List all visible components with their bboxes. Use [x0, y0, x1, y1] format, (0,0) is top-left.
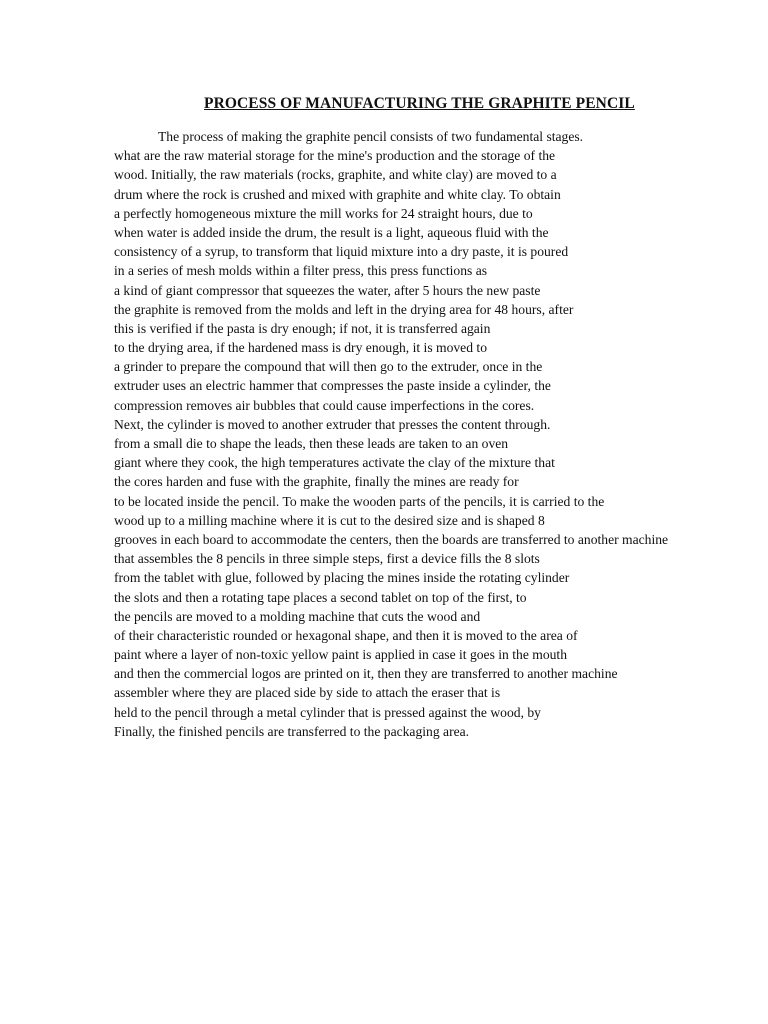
body-line: this is verified if the pasta is dry enough; if not, it is transferred again: [114, 320, 491, 336]
body-line: compression removes air bubbles that could cause imperfections in the cores.: [114, 397, 535, 413]
body-line: and then the commercial logos are printed on it, then they are transferred to another machine: [114, 666, 618, 682]
body-line: when water is added inside the drum, the result is a light, aqueous fluid with the: [114, 224, 549, 240]
body-line: to the drying area, if the hardened mass is dry enough, it is moved to: [114, 340, 487, 356]
body-line: extruder uses an electric hammer that compresses the paste inside a cylinder, the: [114, 378, 551, 394]
body-line: the pencils are moved to a molding machine that cuts the wood and: [114, 608, 481, 624]
body-line: in a series of mesh molds within a filter press, this press functions as: [114, 263, 488, 279]
body-line: The process of making the graphite pencil consists of two fundamental stages.: [158, 129, 584, 144]
body-line: held to the pencil through a metal cylinder that is pressed against the wood, by: [114, 704, 541, 720]
body-line: the slots and then a rotating tape places a second tablet on top of the first, to: [114, 589, 527, 605]
body-line: consistency of a syrup, to transform that liquid mixture into a dry paste, it is poured: [114, 244, 569, 260]
body-line: a grinder to prepare the compound that will then go to the extruder, once in the: [114, 359, 543, 375]
body-line: Next, the cylinder is moved to another extruder that presses the content through.: [114, 416, 551, 432]
body-line: drum where the rock is crushed and mixed with graphite and white clay. To obtain: [114, 186, 561, 202]
document-title: PROCESS OF MANUFACTURING THE GRAPHITE PENCIL: [204, 95, 635, 112]
body-line: a kind of giant compressor that squeezes the water, after 5 hours the new paste: [114, 282, 541, 298]
body-line: of their characteristic rounded or hexagonal shape, and then it is moved to the area of: [114, 627, 578, 643]
body-line: the cores harden and fuse with the graphite, finally the mines are ready for: [114, 474, 519, 490]
body-line: a perfectly homogeneous mixture the mill works for 24 straight hours, due to: [114, 205, 533, 221]
body-line: from a small die to shape the leads, then these leads are taken to an oven: [114, 436, 509, 451]
body-line: assembler where they are placed side by side to attach the eraser that is: [114, 685, 501, 701]
body-line: what are the raw material storage for the mine's production and the storage of the: [114, 148, 556, 164]
body-line: wood up to a milling machine where it is cut to the desired size and is shaped 8: [114, 512, 545, 528]
body-line: wood. Initially, the raw materials (rocks, graphite, and white clay) are moved to a: [114, 167, 557, 183]
body-line: giant where they cook, the high temperatures activate the clay of the mixture that: [114, 455, 555, 471]
body-line: that assembles the 8 pencils in three simple steps, first a device fills the 8 slots: [114, 551, 540, 567]
body-line: grooves in each board to accommodate the centers, then the boards are transferred to another machine: [114, 531, 669, 547]
body-line: paint where a layer of non-toxic yellow paint is applied in case it goes in the mouth: [114, 647, 568, 663]
body-line: Finally, the finished pencils are transferred to the packaging area.: [114, 723, 470, 739]
body-line: from the tablet with glue, followed by placing the mines inside the rotating cylinder: [114, 570, 570, 586]
document-body: [114, 127, 704, 741]
body-line: to be located inside the pencil. To make the wooden parts of the pencils, it is carried to the: [114, 493, 605, 509]
body-line: the graphite is removed from the molds and left in the drying area for 48 hours, after: [114, 301, 574, 317]
